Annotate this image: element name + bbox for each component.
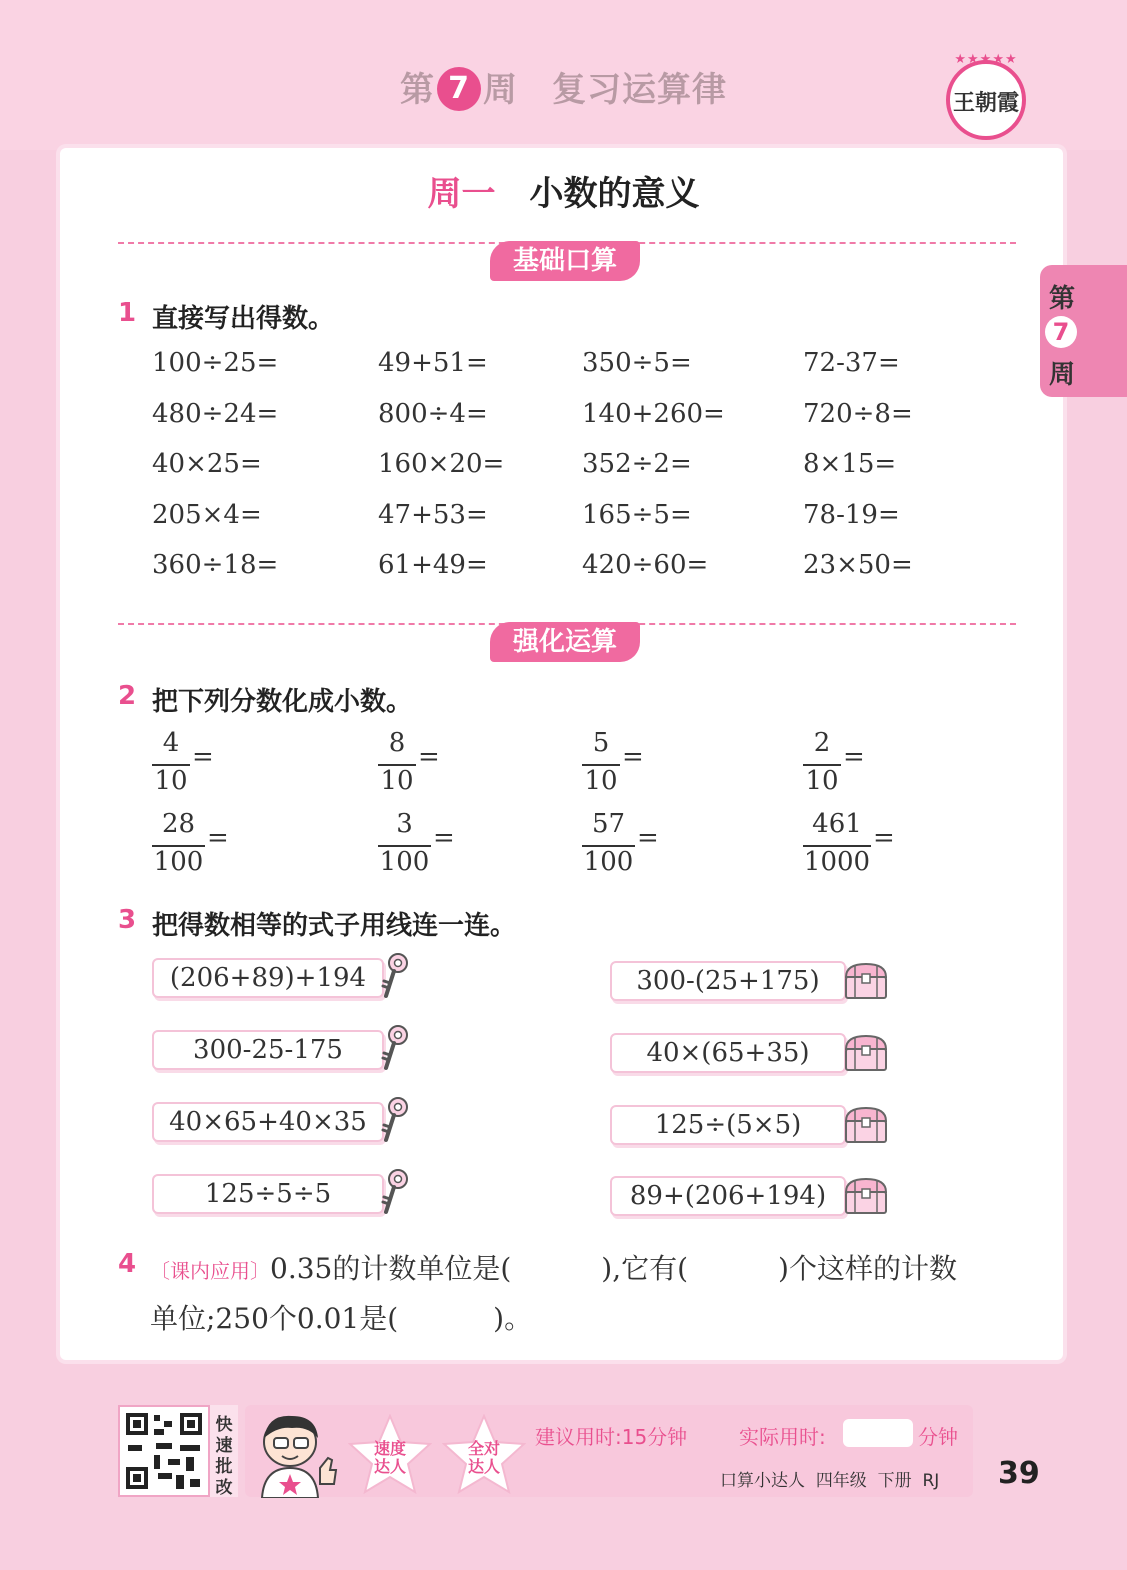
fraction-problem [582,728,656,808]
calc-problem: 352÷2= [582,449,692,479]
question-tag: 〔课内应用〕 [150,1259,270,1283]
treasure-chest-icon [843,1176,889,1216]
expression-box-left[interactable] [152,1030,384,1070]
fraction-numerator: 5 [592,728,610,758]
fraction-numerator: 4 [162,728,180,758]
fill-line-2: 单位;250个0.01是( )。 [150,1302,533,1335]
treasure-chest-icon [843,1033,889,1073]
calc-problem: 205×4= [152,499,262,530]
expression-box-left[interactable] [152,958,384,998]
fraction-denominator: 100 [583,847,634,877]
section-banner-strengthen: 强化运算 [490,622,640,662]
side-tab-top: 第 [1048,284,1075,314]
expression-box-right[interactable] [610,1033,846,1073]
calc-problem: 480÷24= [152,398,279,429]
expression-box-right[interactable] [610,1105,846,1145]
key-icon [378,952,412,1000]
day-label: 周一 [427,174,496,214]
fraction-problem [803,728,877,808]
calc-problem: 8×15= [803,449,897,479]
equals-sign: = [843,742,865,772]
expression-text: 300-(25+175) [636,966,820,996]
fraction-denominator: 1000 [803,847,871,877]
calc-problem: 350÷5= [582,348,692,378]
actual-time-unit: 分钟 [918,1425,958,1449]
fraction-problem [378,809,467,889]
day-title: 小数的意义 [529,174,700,214]
calc-problem: 360÷18= [152,550,279,580]
actual-time-input[interactable] [843,1419,913,1447]
calc-problem: 72-37= [803,348,900,378]
calc-problem: 160×20= [378,449,505,479]
calc-problem: 100÷25= [152,348,279,378]
expression-box-left[interactable] [152,1174,384,1214]
treasure-chest-icon [843,1105,889,1145]
expression-box-left[interactable] [152,1102,384,1142]
fill-line-1: 〔课内应用〕0.35的计数单位是( ),它有( )个这样的计数 [150,1252,957,1285]
actual-time-label: 实际用时: [739,1425,826,1449]
logo-text: 王朝霞 [952,90,1019,116]
calc-problem: 23×50= [803,550,913,580]
calc-problem: 49+51= [378,348,488,378]
week-topic: 复习运算律 [552,70,727,110]
equals-sign: = [418,742,440,772]
week-suffix: 周 [483,70,518,110]
calc-problem: 720÷8= [803,398,913,429]
alarm-clock-icon [437,67,481,111]
expression-text: 125÷(5×5) [654,1110,802,1140]
fraction-denominator: 10 [380,766,414,796]
fraction-problem [378,728,452,808]
expression-text: 40×65+40×35 [169,1107,367,1137]
expression-text: 300-25-175 [193,1035,343,1065]
fraction-denominator: 10 [584,766,618,796]
section-banner-basic: 基础口算 [490,241,640,281]
equals-sign: = [433,823,455,853]
question-text: 把下列分数化成小数。 [152,687,413,717]
question-text: 直接写出得数。 [152,304,335,334]
treasure-chest-icon [843,961,889,1001]
key-icon [378,1168,412,1216]
logo-stars-icon: ★★★★★ [954,52,1018,67]
question-number: 4 [118,1249,137,1279]
calc-problem: 78-19= [803,499,900,530]
calc-problem: 800÷4= [378,398,488,429]
page-number: 39 [998,1456,1040,1491]
speed-star-label: 速度 达人 [373,1439,406,1476]
equals-sign: = [192,742,214,772]
equals-sign: = [207,823,229,853]
expression-text: 40×(65+35) [646,1038,810,1068]
question-number: 3 [118,905,137,935]
calc-problem: 420÷60= [582,550,709,580]
fraction-problem [152,728,226,808]
qr-code[interactable] [118,1405,210,1497]
fraction-denominator: 10 [805,766,839,796]
mascot-boy-icon [248,1408,344,1498]
fraction-numerator: 461 [812,809,862,839]
calc-problem: 140+260= [582,398,725,429]
suggested-time: 建议用时:15分钟 [535,1425,688,1449]
accuracy-star-label: 全对 达人 [467,1439,500,1476]
fraction-numerator: 57 [591,809,626,839]
week-number: 7 [448,70,470,106]
expression-box-right[interactable] [610,961,846,1001]
equals-sign: = [622,742,644,772]
question-number: 1 [118,298,137,328]
expression-text: 125÷5÷5 [204,1179,332,1209]
calc-problem: 40×25= [152,449,262,479]
expression-box-right[interactable] [610,1176,846,1216]
page-title [0,166,1127,215]
fraction-problem [152,809,241,889]
fraction-numerator: 8 [388,728,406,758]
fraction-numerator: 28 [161,809,196,839]
key-icon [378,1024,412,1072]
fraction-problem [582,809,671,889]
side-tab-number: 7 [1045,316,1077,348]
book-info: 口算小达人 四年级 下册 RJ [720,1471,940,1491]
calc-problem: 47+53= [378,499,488,530]
side-tab-bottom: 周 [1048,360,1075,390]
expression-text: 89+(206+194) [629,1181,827,1211]
equals-sign: = [873,823,895,853]
calc-problem: 165÷5= [582,499,692,530]
key-icon [378,1096,412,1144]
fraction-numerator: 3 [396,809,413,839]
question-text: 把得数相等的式子用线连一连。 [152,911,517,941]
equals-sign: = [637,823,659,853]
fraction-denominator: 100 [153,847,204,877]
fraction-denominator: 10 [154,766,188,796]
fraction-denominator: 100 [379,847,430,877]
calc-problem: 61+49= [378,550,488,580]
expression-text: (206+89)+194 [169,963,367,993]
fraction-numerator: 2 [813,728,831,758]
question-number: 2 [118,681,137,711]
week-prefix: 第 [400,70,435,110]
fraction-problem [803,809,907,889]
